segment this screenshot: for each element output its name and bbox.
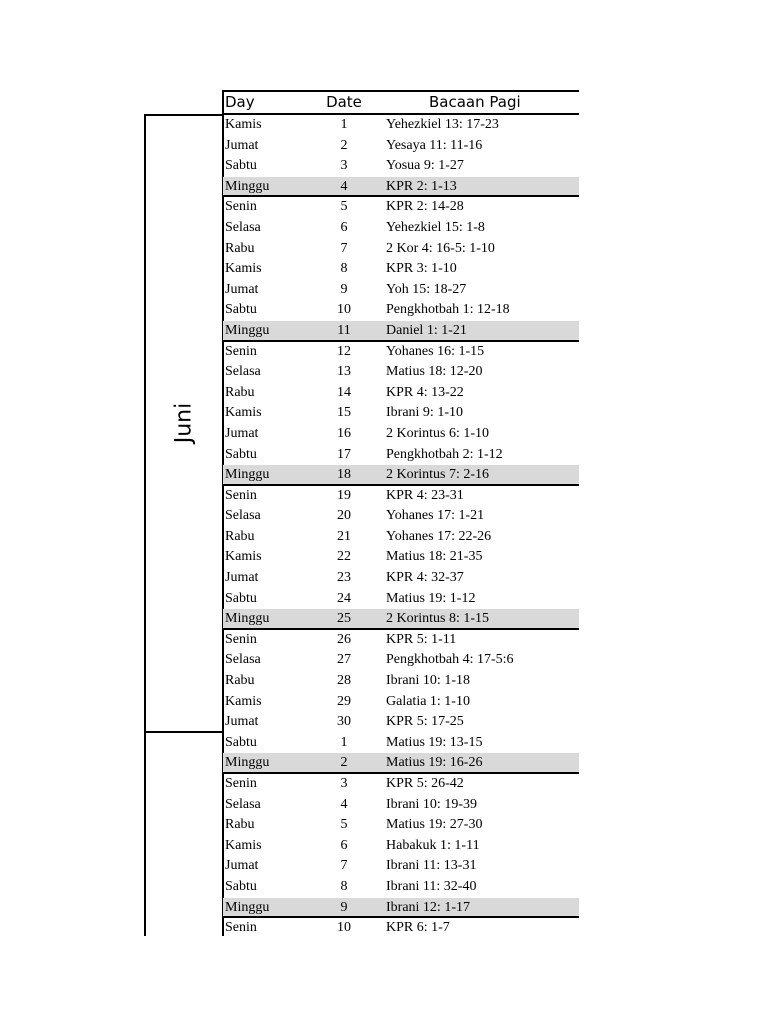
day-cell: Sabtu	[225, 878, 257, 894]
reading-cell: Yosua 9: 1-27	[386, 158, 464, 174]
reading-cell: Yohanes 17: 1-21	[386, 508, 485, 524]
table-row	[223, 383, 579, 404]
reading-cell: 2 Korintus 7: 2-16	[386, 467, 490, 483]
day-cell: Kamis	[225, 693, 262, 709]
reading-cell: Matius 18: 12-20	[386, 364, 483, 380]
day-cell: Jumat	[225, 858, 259, 874]
date-cell: 9	[340, 899, 348, 915]
day-cell: Senin	[225, 631, 257, 647]
header-top-border	[223, 90, 579, 92]
table-row	[223, 177, 579, 198]
reading-cell: KPR 3: 1-10	[386, 261, 457, 277]
date-cell: 10	[337, 302, 351, 318]
header-day: Day	[225, 93, 255, 111]
table-row	[223, 136, 579, 157]
date-cell: 5	[340, 199, 348, 215]
date-cell: 26	[337, 631, 351, 647]
reading-cell: Yohanes 16: 1-15	[386, 343, 485, 359]
table-row	[223, 712, 579, 733]
date-cell: 27	[337, 652, 351, 668]
day-cell: Senin	[225, 199, 257, 215]
day-cell: Senin	[225, 487, 257, 503]
reading-cell: 2 Korintus 8: 1-15	[386, 611, 490, 627]
date-cell: 3	[340, 776, 348, 791]
date-cell: 8	[340, 261, 348, 277]
reading-cell: Ibrani 10: 19-39	[386, 796, 477, 812]
day-cell: Minggu	[225, 611, 270, 627]
day-cell: Rabu	[225, 384, 255, 400]
date-cell: 6	[340, 219, 348, 235]
date-cell: 7	[340, 858, 348, 874]
reading-cell: Matius 19: 16-26	[386, 755, 483, 771]
table-row	[223, 877, 579, 898]
date-cell: 2	[340, 755, 348, 771]
day-cell: Sabtu	[225, 302, 257, 318]
day-cell: Senin	[225, 920, 257, 936]
day-cell: Rabu	[225, 240, 255, 256]
table-row	[223, 671, 579, 692]
table-row	[223, 568, 579, 589]
table-row	[223, 197, 579, 218]
day-cell: Jumat	[225, 425, 259, 441]
day-cell: Senin	[225, 343, 257, 359]
date-cell: 9	[340, 281, 348, 297]
reading-cell: KPR 2: 1-13	[386, 178, 457, 194]
reading-cell: KPR 6: 1-7	[386, 920, 450, 936]
table-row	[223, 156, 579, 177]
date-cell: 5	[340, 817, 348, 833]
day-cell: Minggu	[225, 178, 270, 194]
date-cell: 1	[340, 117, 348, 132]
day-cell: Kamis	[225, 117, 262, 132]
date-cell: 10	[337, 920, 351, 936]
table-row	[223, 692, 579, 713]
table-row	[223, 753, 579, 774]
reading-cell: Matius 19: 1-12	[386, 590, 476, 606]
reading-cell: 2 Korintus 6: 1-10	[386, 425, 490, 441]
day-cell: Selasa	[225, 652, 261, 668]
reading-cell: Habakuk 1: 1-11	[386, 837, 480, 853]
day-cell: Selasa	[225, 219, 261, 235]
reading-cell: Pengkhotbah 2: 1-12	[386, 446, 503, 462]
date-cell: 14	[337, 384, 351, 400]
day-cell: Rabu	[225, 673, 255, 689]
day-cell: Jumat	[225, 714, 259, 730]
reading-cell: KPR 2: 14-28	[386, 199, 464, 215]
day-cell: Rabu	[225, 817, 255, 833]
date-cell: 4	[340, 178, 348, 194]
day-cell: Jumat	[225, 137, 259, 153]
day-cell: Minggu	[225, 899, 270, 915]
table-row	[223, 280, 579, 301]
reading-cell: Matius 19: 13-15	[386, 734, 483, 750]
reading-cell: Ibrani 12: 1-17	[386, 899, 470, 915]
date-cell: 1	[340, 734, 348, 750]
month-bracket-top	[144, 114, 224, 116]
table-row	[223, 609, 579, 630]
table-row	[223, 733, 579, 754]
date-cell: 22	[337, 549, 351, 565]
day-cell: Jumat	[225, 570, 259, 586]
reading-cell: Yoh 15: 18-27	[386, 281, 467, 297]
table-row	[223, 486, 579, 507]
table-row	[223, 506, 579, 527]
date-cell: 19	[337, 487, 351, 503]
reading-cell: Ibrani 10: 1-18	[386, 673, 470, 689]
table-row	[223, 115, 579, 136]
day-cell: Selasa	[225, 508, 261, 524]
date-cell: 29	[337, 693, 351, 709]
reading-cell: KPR 5: 17-25	[386, 714, 464, 730]
day-cell: Kamis	[225, 837, 262, 853]
table-row	[223, 836, 579, 857]
date-cell: 6	[340, 837, 348, 853]
table-row	[223, 424, 579, 445]
table-row	[223, 774, 579, 795]
reading-cell: Yehezkiel 13: 17-23	[386, 117, 499, 132]
date-cell: 25	[337, 611, 351, 627]
reading-cell: Pengkhotbah 4: 17-5:6	[386, 652, 514, 668]
table-row	[223, 589, 579, 610]
reading-cell: Yesaya 11: 11-16	[386, 137, 483, 153]
table-row	[223, 362, 579, 383]
table-row	[223, 342, 579, 363]
header-reading: Bacaan Pagi	[429, 93, 521, 111]
date-cell: 23	[337, 570, 351, 586]
date-cell: 7	[340, 240, 348, 256]
date-cell: 21	[337, 528, 351, 544]
date-cell: 30	[337, 714, 351, 730]
reading-cell: Ibrani 9: 1-10	[386, 405, 463, 421]
date-cell: 16	[337, 425, 351, 441]
reading-cell: KPR 4: 32-37	[386, 570, 464, 586]
reading-cell: Ibrani 11: 13-31	[386, 858, 477, 874]
day-cell: Sabtu	[225, 590, 257, 606]
day-cell: Minggu	[225, 322, 270, 338]
date-cell: 17	[337, 446, 351, 462]
day-cell: Minggu	[225, 755, 270, 771]
table-row	[223, 547, 579, 568]
date-cell: 28	[337, 673, 351, 689]
date-cell: 18	[337, 467, 351, 483]
reading-cell: Matius 18: 21-35	[386, 549, 483, 565]
reading-cell: Ibrani 11: 32-40	[386, 878, 477, 894]
table-row	[223, 795, 579, 816]
reading-cell: Pengkhotbah 1: 12-18	[386, 302, 510, 318]
date-cell: 2	[340, 137, 348, 153]
table-row	[223, 445, 579, 466]
date-cell: 20	[337, 508, 351, 524]
table-row	[223, 650, 579, 671]
day-cell: Sabtu	[225, 446, 257, 462]
reading-cell: Galatia 1: 1-10	[386, 693, 470, 709]
date-cell: 11	[337, 322, 351, 338]
table-row	[223, 465, 579, 486]
table-row	[223, 403, 579, 424]
reading-cell: Yehezkiel 15: 1-8	[386, 219, 485, 235]
day-cell: Senin	[225, 776, 257, 791]
day-cell: Minggu	[225, 467, 270, 483]
reading-cell: Yohanes 17: 22-26	[386, 528, 492, 544]
date-cell: 3	[340, 158, 348, 174]
next-month-bracket-side	[144, 731, 146, 936]
day-cell: Sabtu	[225, 734, 257, 750]
reading-cell: KPR 5: 26-42	[386, 776, 464, 791]
schedule-rows	[223, 115, 579, 939]
table-row	[223, 300, 579, 321]
reading-cell: KPR 5: 1-11	[386, 631, 457, 647]
table-row	[223, 321, 579, 342]
date-cell: 24	[337, 590, 351, 606]
day-cell: Kamis	[225, 261, 262, 277]
table-row	[223, 815, 579, 836]
reading-cell: Matius 19: 27-30	[386, 817, 483, 833]
date-cell: 12	[337, 343, 351, 359]
day-cell: Kamis	[225, 549, 262, 565]
table-row	[223, 259, 579, 280]
table-row	[223, 630, 579, 651]
reading-cell: 2 Kor 4: 16-5: 1-10	[386, 240, 495, 256]
table-row	[223, 218, 579, 239]
table-row	[223, 918, 579, 939]
header-date: Date	[326, 93, 362, 111]
table-row	[223, 239, 579, 260]
day-cell: Kamis	[225, 405, 262, 421]
reading-cell: Daniel 1: 1-21	[386, 322, 467, 338]
date-cell: 8	[340, 878, 348, 894]
date-cell: 4	[340, 796, 348, 812]
day-cell: Rabu	[225, 528, 255, 544]
day-cell: Selasa	[225, 796, 261, 812]
date-cell: 13	[337, 364, 351, 380]
table-row	[223, 527, 579, 548]
table-row	[223, 898, 579, 919]
reading-cell: KPR 4: 23-31	[386, 487, 464, 503]
date-cell: 15	[337, 405, 351, 421]
month-bracket-divider	[144, 731, 224, 733]
month-bracket-side	[144, 114, 146, 732]
day-cell: Jumat	[225, 281, 259, 297]
day-cell: Sabtu	[225, 158, 257, 174]
reading-cell: KPR 4: 13-22	[386, 384, 464, 400]
day-cell: Selasa	[225, 364, 261, 380]
month-label: Juni	[171, 402, 197, 444]
table-row	[223, 856, 579, 877]
